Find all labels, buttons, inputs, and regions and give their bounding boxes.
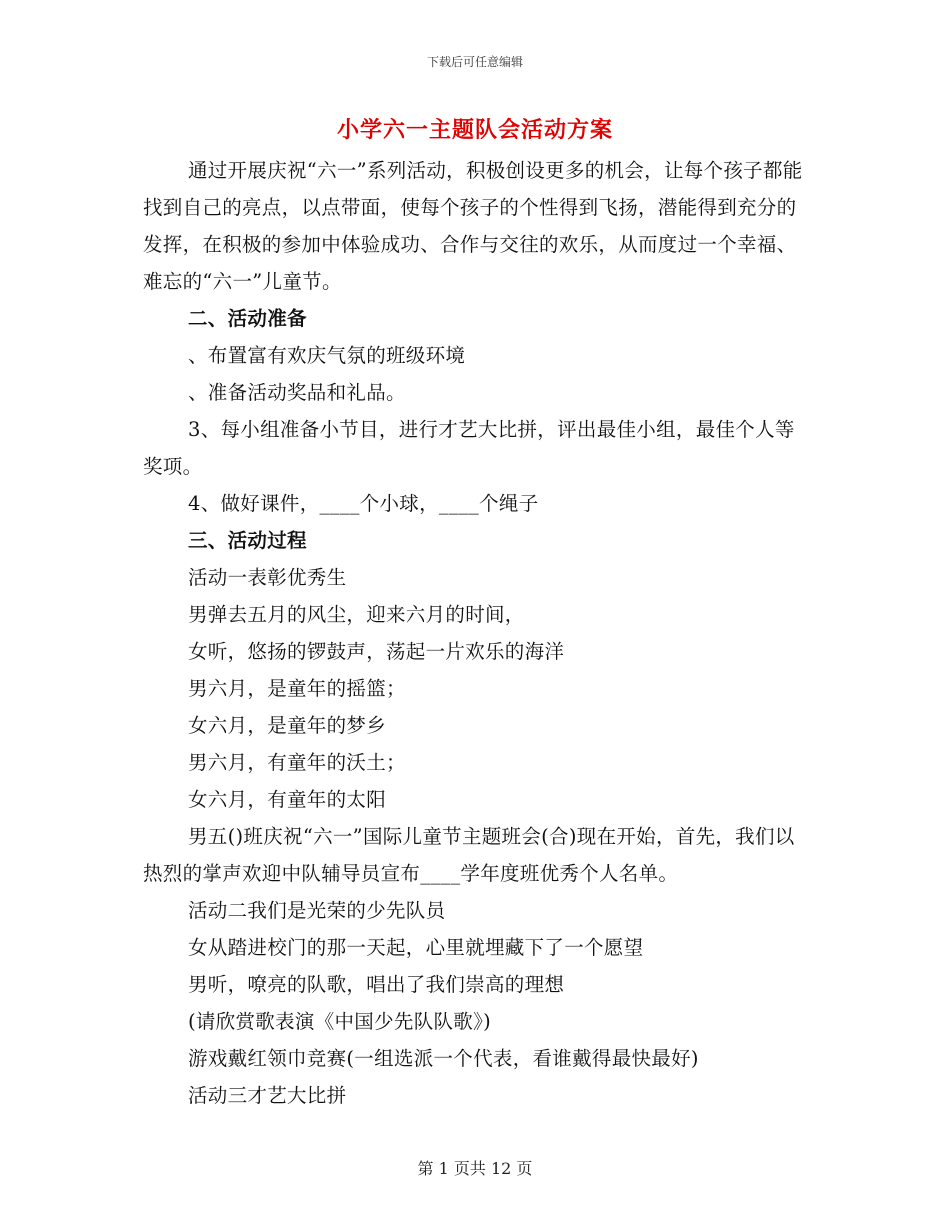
script-line: 女六月，是童年的梦乡 bbox=[188, 714, 387, 737]
script-line: 女六月，有童年的太阳 bbox=[188, 788, 387, 811]
script-line: 男五()班庆祝“六一”国际儿童节主题班会(合)现在开始，首先，我们以热烈的掌声欢迎中队辅导员宣布____学年度班优秀个人名单。 bbox=[143, 825, 795, 885]
document-title: 小学六一主题队会活动方案 bbox=[336, 117, 613, 143]
script-line: 男六月，是童年的摇篮； bbox=[188, 677, 406, 700]
list-item: 3、每小组准备小节目，进行才艺大比拼，评出最佳小组，最佳个人等奖项。 bbox=[143, 418, 795, 478]
document-body bbox=[143, 152, 807, 1114]
script-line: 男六月，有童年的沃土； bbox=[188, 751, 406, 774]
script-line: 游戏戴红领巾竞赛(一组选派一个代表，看谁戴得最快最好) bbox=[188, 1047, 699, 1070]
list-item: 4、做好课件，____个小球，____个绳子 bbox=[188, 492, 539, 515]
script-line: 男听，嘹亮的队歌，唱出了我们崇高的理想 bbox=[188, 973, 565, 996]
list-item: 、准备活动奖品和礼品。 bbox=[188, 381, 406, 404]
section-heading-process: 三、活动过程 bbox=[188, 529, 307, 552]
section-heading-preparation: 二、活动准备 bbox=[188, 307, 307, 330]
intro-paragraph: 通过开展庆祝“六一”系列活动，积极创设更多的机会，让每个孩子都能找到自己的亮点，以点带面，使每个孩子的个性得到飞扬，潜能得到充分的发挥，在积极的参加中体验成功、合作与交往的欢乐，从而度过一个幸福、难忘的“六一”儿童节。 bbox=[143, 159, 803, 293]
list-item: 、布置富有欢庆气氛的班级环境 bbox=[188, 344, 466, 367]
activity-heading: 活动三才艺大比拼 bbox=[188, 1084, 347, 1107]
script-line: (请欣赏歌表演《中国少先队队歌》) bbox=[188, 1010, 492, 1033]
activity-heading: 活动二我们是光荣的少先队员 bbox=[188, 899, 446, 922]
page-footer: 第 1 页共 12 页 bbox=[417, 1159, 533, 1178]
script-line: 女从踏进校门的那一天起，心里就埋藏下了一个愿望 bbox=[188, 936, 644, 959]
page-header: 下载后可任意编辑 bbox=[426, 55, 523, 69]
script-line: 男弹去五月的风尘，迎来六月的时间， bbox=[188, 603, 525, 626]
script-line: 女听，悠扬的锣鼓声，荡起一片欢乐的海洋 bbox=[188, 640, 565, 663]
activity-heading: 活动一表彰优秀生 bbox=[188, 566, 347, 589]
